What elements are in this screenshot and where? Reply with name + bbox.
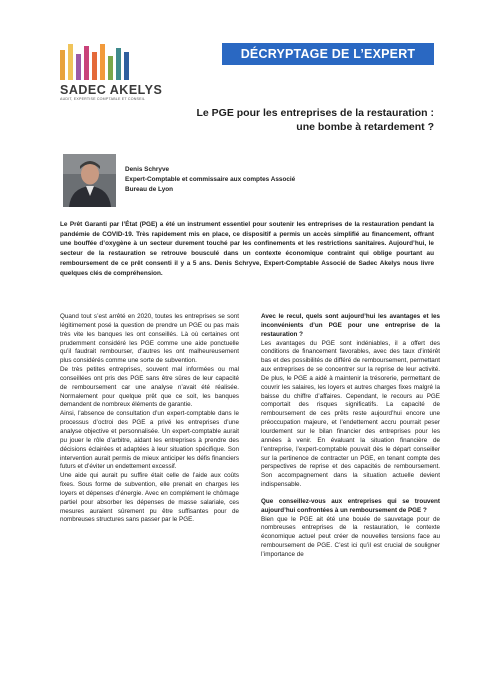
title-line-2: une bombe à retardement ? <box>296 121 434 133</box>
logo-bar <box>68 44 73 80</box>
logo-bar <box>84 46 89 80</box>
paragraph: Les avantages du PGE sont indéniables, il a offert des conditions de financement favorables, avec des taux d’intérêt bas et des possibilités de différé de remboursement, permettant aux entreprises de se concentrer sur la reprise de leur activité. De plus, le PGE a aidé à maintenir la trésorerie, permettant de couvrir les salaires, les loyers et autres charges fixes malgré la baisse du chiffre d’affaires. Cependant, le recours au PGE comportait des risques significatifs. La capacité de remboursement de ces prêts reste aujourd’hui encore une préoccupation majeure, et l’endettement accru pourrait peser lourdement sur le bilan financier des entreprises pour les années à venir. En évaluant la situation financière de l’entreprise, l’expert-comptable pouvait dès le départ conseiller sur la pertinence de contracter un PGE, en tenant compte des perspectives de reprise et des capacités de remboursement. Son accompagnement dans la situation actuelle devient indispensable. <box>261 339 440 489</box>
author-office: Bureau de Lyon <box>125 186 174 193</box>
left-column <box>60 313 239 525</box>
paragraph: Bien que le PGE ait été une bouée de sauvetage pour de nombreuses entreprises de la restauration, le contexte économique actuel peut créer de nouvelles tensions face au remboursement de PGE. C’est ici qu’il est crucial de souligner l’importance de <box>261 515 440 558</box>
logo-bar <box>124 52 129 80</box>
logo-tagline: AUDIT, EXPERTISE COMPTABLE ET CONSEIL <box>60 97 146 101</box>
logo-bar <box>116 48 121 80</box>
logo-bar <box>100 44 105 80</box>
paragraph: Une aide qui aurait pu suffire était celle de l’aide aux coûts fixes. Sous forme de subvention, elle prenait en charges les loyers et dépenses d’énergie. Avec en complément le chômage partiel pour absorber les dépenses de masse salariale, ces mesures auraient sûrement pu être suffisantes pour de nombreuses structures sans passer par le PGE. <box>60 472 239 524</box>
author-name: Denis Schryve <box>125 166 170 173</box>
author-photo <box>63 154 116 207</box>
author-info <box>125 165 295 195</box>
logo-bar <box>60 50 65 80</box>
company-logo <box>60 44 170 101</box>
section-banner: DÉCRYPTAGE DE L’EXPERT <box>222 43 434 65</box>
title-line-1: Le PGE pour les entreprises de la restauration : <box>196 107 434 119</box>
logo-bar <box>108 56 113 80</box>
article-title <box>134 106 434 134</box>
author-role: Expert-Comptable et commissaire aux comptes Associé <box>125 176 296 183</box>
question-heading: Que conseillez-vous aux entreprises qui se trouvent aujourd’hui confrontées à un remboursement de PGE ? <box>261 497 440 514</box>
paragraph: Ainsi, l’absence de consultation d’un expert-comptable dans le processus d’octroi des PGE a privé les entreprises d’une analyse objective et personnalisée. Un expert-comptable aurait pu jouer le rôle d’arbitre, aidant les entreprises à prendre des décisions éclairées et adaptées à leur situation spécifique. Son intervention aurait permis de mieux anticiper les défis financiers futurs et d’éviter un endettement excessif. <box>60 410 239 471</box>
question-heading: Avec le recul, quels sont aujourd’hui les avantages et les inconvénients d’un PGE pour une entreprise de la restauration ? <box>261 313 440 338</box>
paragraph: Quand tout s’est arrêté en 2020, toutes les entreprises se sont légitimement posé la question de prendre un PGE ou pas mais très vite les banques les ont conseillés. Là où certaines ont prudemment considéré les PGE comme une aide ponctuelle qu’il faudrait rembourser, d’autres les ont malheureusement plus considérés comme une sorte de subvention. <box>60 313 239 365</box>
logo-bars <box>60 44 170 80</box>
logo-bar <box>76 54 81 80</box>
right-column <box>261 313 440 560</box>
logo-bar <box>92 52 97 80</box>
logo-name: SADEC AKELYS <box>60 83 163 97</box>
article-intro: Le Prêt Garanti par l’État (PGE) a été un instrument essentiel pour soutenir les entreprises de la restauration pendant la pandémie de COVID-19. Très rapidement mis en place, ce dispositif a permis un accès simplifié au financement, offrant une bouffée d’oxygène à un secteur durement touché par les confinements et les restrictions sanitaires. Aujourd’hui, le secteur de la restauration se retrouve bousculé dans un contexte économique contraint qui oblige pourtant au remboursement de ce prêt consenti il y a 5 ans. Denis Schryve, Expert-Comptable Associé de Sadec Akelys nous livre quelques clés de compréhension. <box>60 221 434 277</box>
paragraph: De très petites entreprises, souvent mal informées ou mal conseillées ont pris des PGE sans être sûres de leur capacité de remboursement car une analyse n’avait été réalisée. Normalement pour quelque prêt que ce soit, les banques demandent de nombreux éléments de garantie. <box>60 366 239 409</box>
